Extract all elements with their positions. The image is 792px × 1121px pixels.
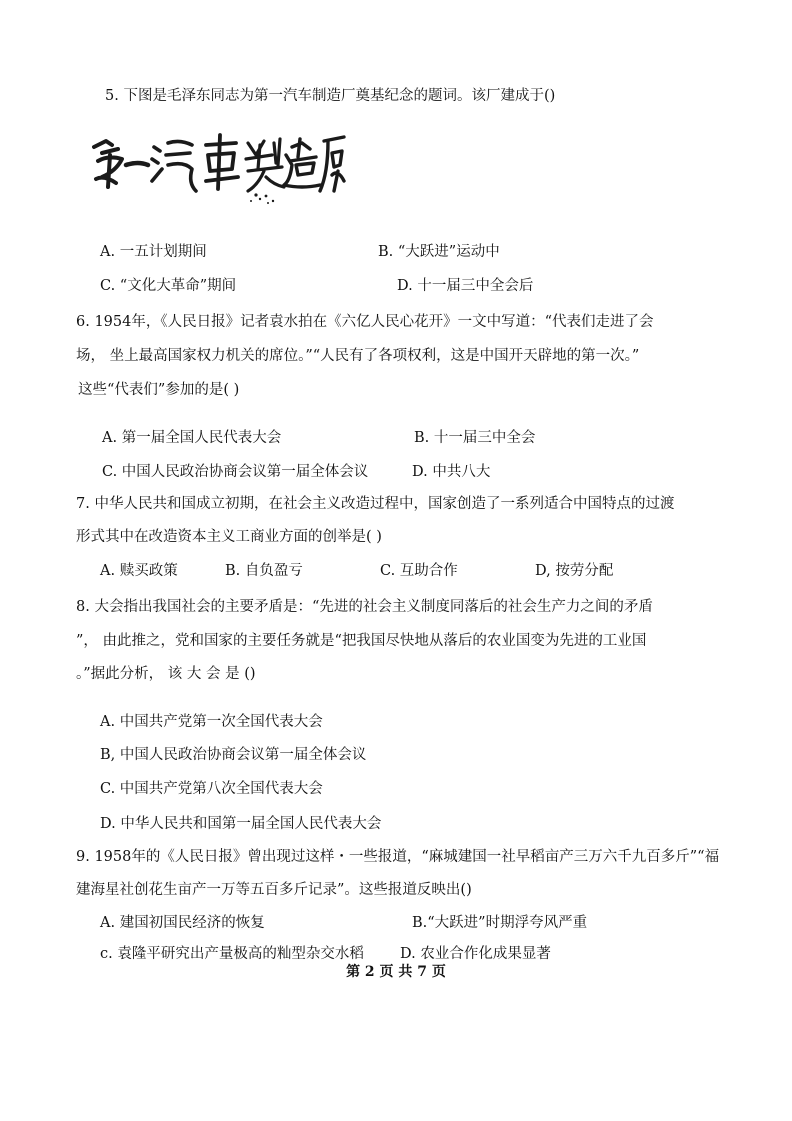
question-9-line-1: 9. 1958年的《人民日报》曾出现过这样・一些报道，“麻城建国一社早稻亩产三万六千九百多斤”“福 [76, 849, 720, 865]
question-8-line-1: 8. 大会指出我国社会的主要矛盾是：“先进的社会主义制度同落后的社会生产力之间的矛盾 [76, 599, 653, 615]
question-7-option-d: D, 按劳分配 [535, 563, 614, 579]
question-8-line-3: 。”据此分析， 该 大 会 是 () [76, 666, 256, 682]
page-number-footer: 第 2 页 共 7 页 [346, 964, 446, 980]
question-6-line-1: 6. 1954年，《人民日报》记者袁水拍在《六亿人民心花开》一文中写道：“代表们走进了会 [76, 314, 654, 330]
question-8-option-c: C. 中国共产党第八次全国代表大会 [100, 781, 323, 797]
question-9-line-2: 建海星社创花生亩产一万等五百多斤记录”。这些报道反映出() [76, 882, 472, 898]
question-7-option-c: C. 互助合作 [380, 563, 458, 579]
question-8-option-b: B, 中国人民政治协商会议第一届全体会议 [100, 747, 367, 763]
calligraphy-inscription [88, 125, 346, 205]
question-7-option-b: B. 自负盈亏 [225, 563, 303, 579]
question-6-line-3: 这些“代表们”参加的是( ) [78, 382, 240, 398]
question-5-option-a: A. 一五计划期间 [100, 244, 207, 260]
question-5-option-c: C. “文化大革命”期间 [100, 278, 237, 294]
question-6-option-c: C. 中国人民政治协商会议第一届全体会议 [102, 464, 369, 480]
question-9-option-c: c. 袁隆平研究出产量极高的籼型杂交水稻 [100, 946, 364, 962]
calligraphy-image [88, 125, 346, 205]
question-5-option-b: B. “大跃进”运动中 [378, 244, 500, 260]
question-8-option-d: D. 中华人民共和国第一届全国人民代表大会 [100, 816, 382, 832]
question-7-line-1: 7. 中华人民共和国成立初期，在社会主义改造过程中，国家创造了一系列适合中国特点的过渡 [76, 496, 675, 512]
question-9-option-a: A. 建国初国民经济的恢复 [100, 915, 265, 931]
question-7-line-2: 形式其中在改造资本主义工商业方面的创举是( ) [76, 529, 382, 545]
question-8-line-2: ”， 由此推之，党和国家的主要任务就是“把我国尽快地从落后的农业国变为先进的工业国 [76, 633, 647, 649]
question-6-option-d: D. 中共八大 [412, 464, 491, 480]
question-6-line-2: 场， 坐上最高国家权力机关的席位。”“人民有了各项权利，这是中国开天辟地的第一次。” [76, 348, 640, 364]
question-5-option-d: D. 十一届三中全会后 [397, 278, 534, 294]
question-5-stem: 5. 下图是毛泽东同志为第一汽车制造厂奠基纪念的题词。该厂建成于() [105, 88, 556, 104]
question-6-option-a: A. 第一届全国人民代表大会 [102, 430, 282, 446]
question-6-option-b: B. 十一届三中全会 [414, 430, 536, 446]
question-9-option-b: B.“大跃进”时期浮夸风严重 [412, 915, 588, 931]
question-8-option-a: A. 中国共产党第一次全国代表大会 [100, 714, 323, 730]
question-9-option-d: D. 农业合作化成果显著 [400, 946, 551, 962]
question-7-option-a: A. 赎买政策 [100, 563, 178, 579]
